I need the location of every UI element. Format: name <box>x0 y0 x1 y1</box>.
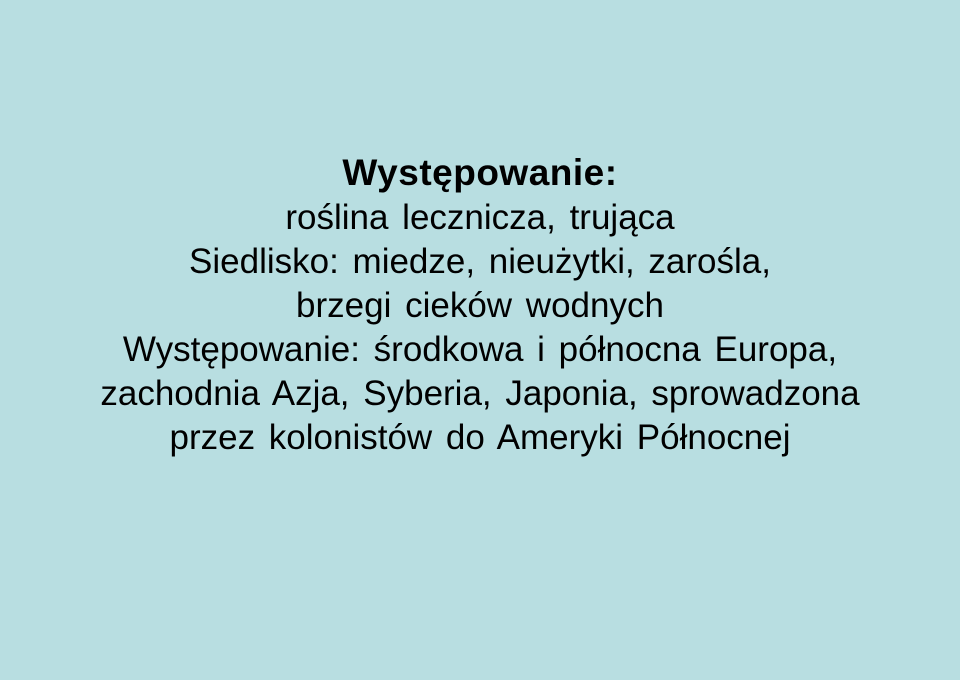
slide-text-line-5: zachodnia Azja, Syberia, Japonia, sprowadzona <box>100 374 860 413</box>
slide-text-block <box>0 150 960 460</box>
slide-title: Występowanie: <box>342 152 618 193</box>
slide-text-line-6: przez kolonistów do Ameryki Północnej <box>169 418 791 457</box>
slide-text-line-4: Występowanie: środkowa i północna Europa, <box>122 330 838 369</box>
slide-text-line-1: roślina lecznicza, trująca <box>285 198 675 237</box>
slide-text-line-2: Siedlisko: miedze, nieużytki, zarośla, <box>189 242 771 281</box>
slide-text-line-3: brzegi cieków wodnych <box>296 286 664 325</box>
